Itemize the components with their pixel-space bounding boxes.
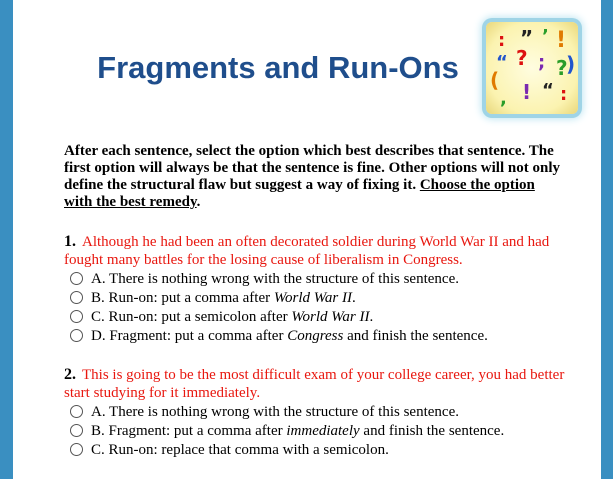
logo-glyph: : <box>560 84 568 105</box>
logo-glyph: , <box>500 88 507 109</box>
logo-glyph: : <box>498 30 506 51</box>
question-prompt <box>64 233 574 269</box>
q1-option-d[interactable] <box>70 326 574 345</box>
quiz-page <box>13 0 601 479</box>
q2-option-b[interactable] <box>70 421 574 440</box>
instructions: After each sentence, select the option which best describes that sentence. The first option will always be that the sentence is fine. Other options will not only define the structural flaw but suggest a way of fixing it. Choose the option with the best remedy. <box>64 143 560 210</box>
logo-glyph: ( <box>490 68 500 92</box>
question-text: This is going to be the most difficult exam of your college career, you had better start studying for it immediately. <box>64 367 565 401</box>
radio-button[interactable] <box>70 329 83 342</box>
logo-glyph: “ <box>496 52 508 73</box>
instructions-emphasis: Choose the option with the best remedy <box>64 177 535 210</box>
option-label: B. Fragment: put a comma after immediately and finish the sentence. <box>91 422 505 439</box>
logo-glyph: “ <box>542 80 554 101</box>
question-prompt <box>64 366 574 402</box>
page-title: Fragments and Run-Ons <box>97 50 459 85</box>
option-label: C. Run-on: put a semicolon after World War II. <box>91 308 374 325</box>
punctuation-logo <box>486 22 578 114</box>
logo-glyph: ! <box>522 80 532 104</box>
radio-button[interactable] <box>70 424 83 437</box>
q2-option-a[interactable] <box>70 402 574 421</box>
question-text: Although he had been an often decorated soldier during World War II and had fought many battles for the losing cause of liberalism in Congress. <box>64 234 550 268</box>
logo-glyph: ? <box>556 56 568 80</box>
radio-button[interactable] <box>70 310 83 323</box>
option-label: B. Run-on: put a comma after World War II. <box>91 289 356 306</box>
question-1 <box>64 233 574 345</box>
q1-option-c[interactable] <box>70 307 574 326</box>
radio-button[interactable] <box>70 405 83 418</box>
question-2 <box>64 366 574 459</box>
option-label: D. Fragment: put a comma after Congress and finish the sentence. <box>91 327 488 344</box>
instructions-text: After each sentence, select the option which best describes that sentence. The first option will always be that the sentence is fine. Other options will not only define the structural flaw but suggest a way of fixing it. <box>64 143 560 193</box>
logo-glyph: ; <box>538 52 546 73</box>
question-number: 2. <box>64 366 76 383</box>
question-number: 1. <box>64 233 76 250</box>
logo-glyph: ’ <box>542 26 549 47</box>
logo-glyph: ) <box>566 52 576 76</box>
radio-button[interactable] <box>70 443 83 456</box>
radio-button[interactable] <box>70 272 83 285</box>
q1-option-a[interactable] <box>70 269 574 288</box>
option-label: A. There is nothing wrong with the structure of this sentence. <box>91 270 459 287</box>
radio-button[interactable] <box>70 291 83 304</box>
option-label: C. Run-on: replace that comma with a semicolon. <box>91 441 389 458</box>
q2-option-c[interactable] <box>70 440 574 459</box>
logo-glyph: ? <box>516 46 528 70</box>
logo-glyph: ” <box>520 26 534 50</box>
option-label: A. There is nothing wrong with the structure of this sentence. <box>91 403 459 420</box>
logo-glyph: ! <box>556 28 567 53</box>
q1-option-b[interactable] <box>70 288 574 307</box>
